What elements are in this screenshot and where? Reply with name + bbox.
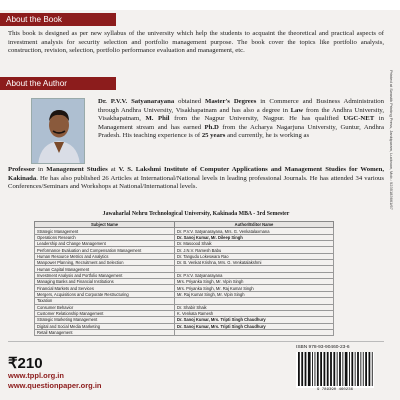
subject-cell: Investment Analysis and Portfolio Management (35, 272, 175, 278)
author-cell: Mrs. Priyanka Singh, Mr. Vipin Singh (175, 279, 334, 285)
barcode-bar (315, 352, 316, 386)
author-cell (175, 329, 334, 335)
barcode-bar (327, 352, 329, 386)
subject-cell: Managing Banks and Financial Institutions (35, 279, 175, 285)
top-strip (0, 0, 400, 10)
author-cell: K. Venkata Ramesh (175, 310, 334, 316)
barcode-bar (305, 352, 307, 386)
author-bio-bottom (8, 166, 384, 192)
subject-cell: Strategic Management (35, 228, 175, 234)
author-cell: Dr. Tangudu Lokeswara Rao (175, 253, 334, 259)
syllabus-title: Jawaharlal Nehru Technological University, Kakinada MBA - 3rd Semester (102, 211, 290, 217)
bio-text: . He has also published 26 Articles at International/National levels in leading professional Journals. He has attended 34 various Conferences/Seminars and Workshops at National/International levels. (8, 174, 384, 191)
bio-highlight: Management Studies (46, 166, 108, 173)
barcode-bar (372, 352, 373, 386)
subject-cell: Retail Management (35, 329, 175, 335)
syllabus-table (34, 221, 334, 336)
isbn-label: ISBN 978-93-90460-23-6 (296, 345, 350, 350)
website-link-secondary[interactable]: www.questionpaper.org.in (8, 381, 102, 390)
barcode-bar (301, 352, 303, 386)
website-link[interactable]: www.tppl.org.in (8, 371, 64, 380)
subject-cell: Taxation (35, 298, 175, 304)
bio-highlight: UGC-NET (343, 115, 375, 123)
author-name: Dr. P.V.V. Satyanarayana (98, 98, 175, 105)
author-cell: Dr. J.N.V. Ramesh Babu (175, 247, 334, 253)
column-header-author: Author/Editor Name (175, 222, 334, 228)
subject-cell: Performance Evaluation and Compensation Management (35, 247, 175, 253)
bio-text: and currently, he is working as (225, 132, 310, 140)
subject-cell: Manpower Planning, Recruitment and Selection (35, 260, 175, 266)
author-cell-text: Dr. Sanoj Kumar, Mrs. Tripti Singh Chaudhury (177, 323, 266, 329)
barcode-bar (363, 352, 364, 386)
divider (8, 341, 384, 342)
about-author-heading: About the Author (0, 77, 116, 90)
barcode-bar (355, 352, 356, 386)
barcode-bar (339, 352, 341, 386)
bio-highlight: Master's Degrees (205, 98, 257, 105)
barcode-bar (320, 352, 322, 386)
author-cell: Dr. P.V.V. Satyanarayana (175, 272, 334, 278)
author-cell: Mrs. Priyanka Singh, Mr. Raj Kumar Singh (175, 285, 334, 291)
subject-cell: Consumer Behavior (35, 304, 175, 310)
barcode-bar (337, 352, 338, 386)
author-photo (31, 98, 85, 164)
bio-highlight: Professor (8, 166, 35, 173)
bio-text: from the Nagpur University, Nagpur. He has qualified (169, 115, 344, 123)
barcode-bar (312, 352, 313, 386)
subject-cell: Strategic Marketing Management (35, 317, 175, 323)
barcode-bar (357, 352, 359, 386)
bio-text: from the Acharya Nagarjuna University, Guntur, Andhra Pradesh. His teaching experience is of (98, 123, 384, 140)
subject-cell: Human Resource Metrics and Analytics (35, 253, 175, 259)
barcode-bar (360, 352, 361, 386)
table-row (35, 329, 334, 335)
barcode-bar (317, 352, 319, 386)
printer-note: Printed at Swastik Printing Press, Jankipuram, Lucknow, Mob.: 9235183661/67 (389, 70, 394, 210)
bio-text: obtained (174, 98, 206, 105)
bio-highlight: Ph.D (204, 123, 219, 131)
bio-text: in (35, 166, 47, 173)
bio-highlight: 25 years (201, 132, 226, 140)
barcode-bar (330, 352, 332, 386)
syllabus-table-body (35, 228, 334, 336)
bio-text: at (107, 166, 119, 173)
barcode-bar (308, 352, 311, 386)
barcode-bar (324, 352, 326, 386)
barcode-bar (298, 352, 300, 386)
bio-highlight: Law (290, 106, 304, 114)
author-cell: Mr. Raj Kumar Singh, Mr. Vipin Singh (175, 291, 334, 297)
subject-cell: Customer Relationship Management (35, 310, 175, 316)
price: ₹210 (8, 355, 43, 372)
column-header-subject: Subject Name (35, 222, 175, 228)
author-cell-text: Dr. Sanoj Kumar, Mrs. Tripti Singh Chaudhury (177, 317, 266, 323)
author-cell: Dr. Shabir Shaik (175, 304, 334, 310)
bio-text: in Commerce and Business Administration through Andhra University, Visakhapatnam and has also a degree in (98, 98, 384, 114)
subject-cell: Human Capital Management (35, 266, 175, 272)
barcode-digits: 9 789390 460236 (316, 388, 353, 392)
author-cell: Dr. B. Venkat Krishna, Mrs. G. Venkatalakshmi (175, 260, 334, 266)
barcode-bar (342, 352, 343, 386)
isbn-barcode (296, 352, 374, 388)
subject-cell: Financial Markets and Services (35, 285, 175, 291)
author-cell: Dr. P.V.V. Satyanarayana, Mrs. G. Venkatalaxmana (175, 228, 334, 234)
barcode-bar (345, 352, 348, 386)
barcode-bar (349, 352, 350, 386)
barcode-bar (369, 352, 371, 386)
barcode-bar (333, 352, 335, 386)
about-book-heading: About the Book (0, 13, 116, 26)
bio-text: in Management stream and has earned (98, 115, 384, 131)
about-book-text: This book is designed as per new syllabus of the university which help the students to acquaint the theoretical and practical aspects of investment analysis for security selection and portfolio management purpose. The book cover the topics like portfolio analysis, construction, revision, selection, portfolio performance evaluation and management, etc. (8, 30, 384, 55)
barcode-bar (351, 352, 353, 386)
subject-cell: Leadership and Change Management (35, 241, 175, 247)
barcode-bar (365, 352, 367, 386)
author-cell-text: Dr. Sanoj Kumar, Mr. Dileep Singh (177, 234, 243, 240)
bio-text: from the Andhra University, Visakhapatnam, (98, 106, 385, 123)
author-cell: Dr. Masoood Shaik (175, 241, 334, 247)
bio-highlight: M. Phil (145, 115, 170, 123)
author-bio-top (98, 98, 384, 141)
subject-cell: Mergers, Acquisitions and Corporate Restructuring (35, 291, 175, 297)
subject-cell: Operations Research (35, 234, 175, 240)
bio-highlight: V. S. Lakshmi Institute of Computer Applications and Management Studies for Women, Kakinada (8, 166, 384, 182)
subject-cell: Digital and Social Media Marketing (35, 323, 175, 329)
